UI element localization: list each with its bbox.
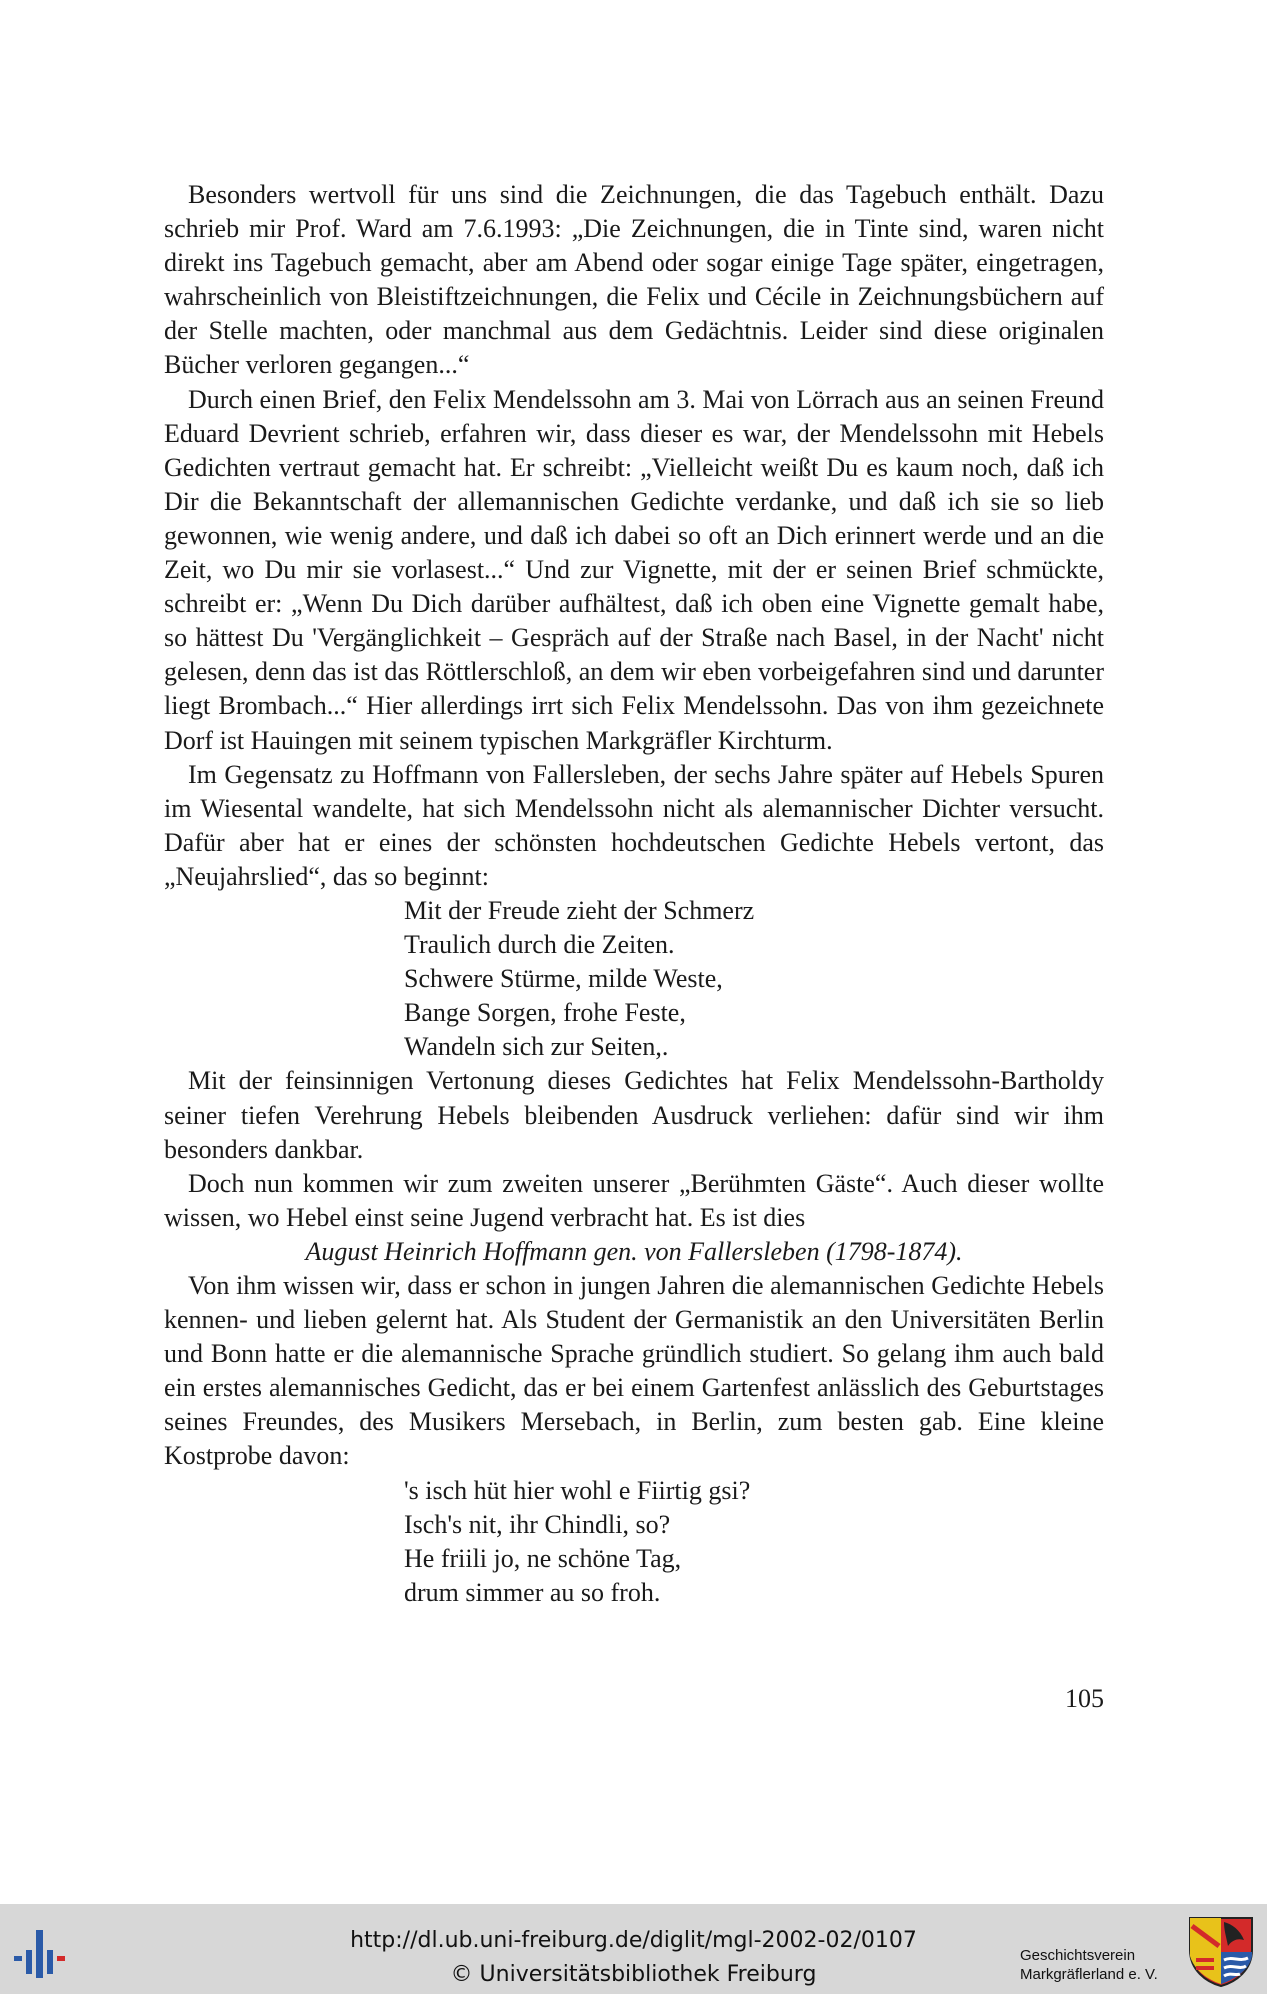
verse-line: 's isch hüt hier wohl e Fiirtig gsi? — [404, 1475, 751, 1505]
verse-line: Wandeln sich zur Seiten,. — [404, 1032, 669, 1062]
paragraph-drawings: Besonders wertvoll für uns sind die Zeichnungen, die das Tagebuch enthält. Dazu schrieb mir Prof. Ward am 7.6.1993: „Die Zeichnungen, die in Tinte sind, waren nicht direkt ins Tagebuch gemacht, aber am Abend oder sogar einige Tage später, eingetragen, wahrscheinlich von Bleistiftzeichnungen, die Felix und Cécile in Zeichnungsbüchern auf der Stelle machten, oder manchmal aus dem Gedächtnis. Leider sind diese originalen Bücher verloren gegangen...“ — [164, 180, 1104, 380]
verse-line: Traulich durch die Zeiten. — [404, 930, 675, 960]
paragraph-letter: Durch einen Brief, den Felix Mendelssohn am 3. Mai von Lörrach aus an seinen Freund Eduard Devrient schrieb, erfahren wir, dass dieser es war, der Mendelssohn mit Hebels Gedichten vertraut gemacht hat. Er schreibt: „Vielleicht weißt Du es kaum noch, daß ich Dir die Bekanntschaft der allemannischen Gedichte verdanke, und daß ich sie so lieb gewonnen, wie wenig andere, und daß ich dabei so oft an Dich erinnert werde und an die Zeit, wo Du mir sie vorlasest...“ Und zur Vignette, mit der er seinen Brief schmückte, schreibt er: „Wenn Du Dich darüber aufhältest, daß ich oben eine Vignette gemalt habe, so hättest Du 'Vergänglichkeit – Gespräch auf der Straße nach Basel, in der Nacht' nicht gelesen, denn das ist das Röttlerschloß, an dem wir eben vorbeigefahren sind und darunter liegt Brombach...“ Hier allerdings irrt sich Felix Mendelssohn. Das von ihm gezeichnete Dorf ist Hauingen mit seinem typischen Markgräfler Kirchturm. — [164, 384, 1104, 755]
guest-heading: August Heinrich Hoffmann gen. von Fallersleben (1798-1874). — [305, 1236, 963, 1266]
society-name — [1020, 1946, 1180, 1984]
verse-line: Mit der Freude zieht der Schmerz — [404, 895, 755, 925]
page-number: 105 — [1065, 1684, 1104, 1713]
society-line-2: Markgräflerland e. V. — [1020, 1966, 1158, 1983]
paragraph-neujahrslied: Im Gegensatz zu Hoffmann von Fallersleben, der sechs Jahre später auf Hebels Spuren im Wiesental wandelte, hat sich Mendelssohn nicht als alemannischer Dichter versucht. Dafür aber hat er eines der schönsten hochdeutschen Gedichte Hebels vertont, das „Neujahrslied“, das so beginnt: — [164, 759, 1104, 891]
verse-neujahrslied — [164, 894, 1104, 1064]
body-text — [164, 178, 1104, 1610]
verse-line: Schwere Stürme, milde Weste, — [404, 964, 723, 994]
paragraph-second-guest: Doch nun kommen wir zum zweiten unserer „Berühmten Gäste“. Auch dieser wollte wissen, wo Hebel einst seine Jugend verbracht hat. Es ist dies — [164, 1168, 1104, 1232]
copyright-notice: © Universitätsbibliothek Freiburg — [450, 1962, 817, 1987]
society-line-1: Geschichtsverein — [1020, 1947, 1136, 1964]
verse-line: Isch's nit, ihr Chindli, so? — [404, 1509, 671, 1539]
permalink-url[interactable]: http://dl.ub.uni-freiburg.de/diglit/mgl-2002-02/0107 — [350, 1928, 917, 1953]
verse-line: Bange Sorgen, frohe Feste, — [404, 998, 686, 1028]
verse-alemannic — [164, 1474, 1104, 1610]
paragraph-vertonung: Mit der feinsinnigen Vertonung dieses Gedichtes hat Felix Mendelssohn-Bartholdy seiner tiefen Verehrung Hebels bleibenden Ausdruck verliehen: dafür sind wir ihm besonders dankbar. — [164, 1066, 1104, 1164]
verse-line: He friili jo, ne schöne Tag, — [404, 1543, 682, 1573]
paragraph-hoffmann: Von ihm wissen wir, dass er schon in jungen Jahren die alemannischen Gedichte Hebels kennen- und lieben gelernt hat. Als Student der Germanistik an den Universitäten Berlin und Bonn hatte er die alemannische Sprache gründlich studiert. So gelang ihm auch bald ein erstes alemannisches Gedicht, das er bei einem Gartenfest anlässlich des Geburtstages seines Freundes, des Musikers Mersebach, in Berlin, zum besten gab. Eine kleine Kostprobe davon: — [164, 1271, 1104, 1471]
coat-of-arms-icon — [1188, 1916, 1254, 1988]
viewer-footer — [0, 1904, 1267, 1994]
verse-line: drum simmer au so froh. — [404, 1577, 661, 1607]
